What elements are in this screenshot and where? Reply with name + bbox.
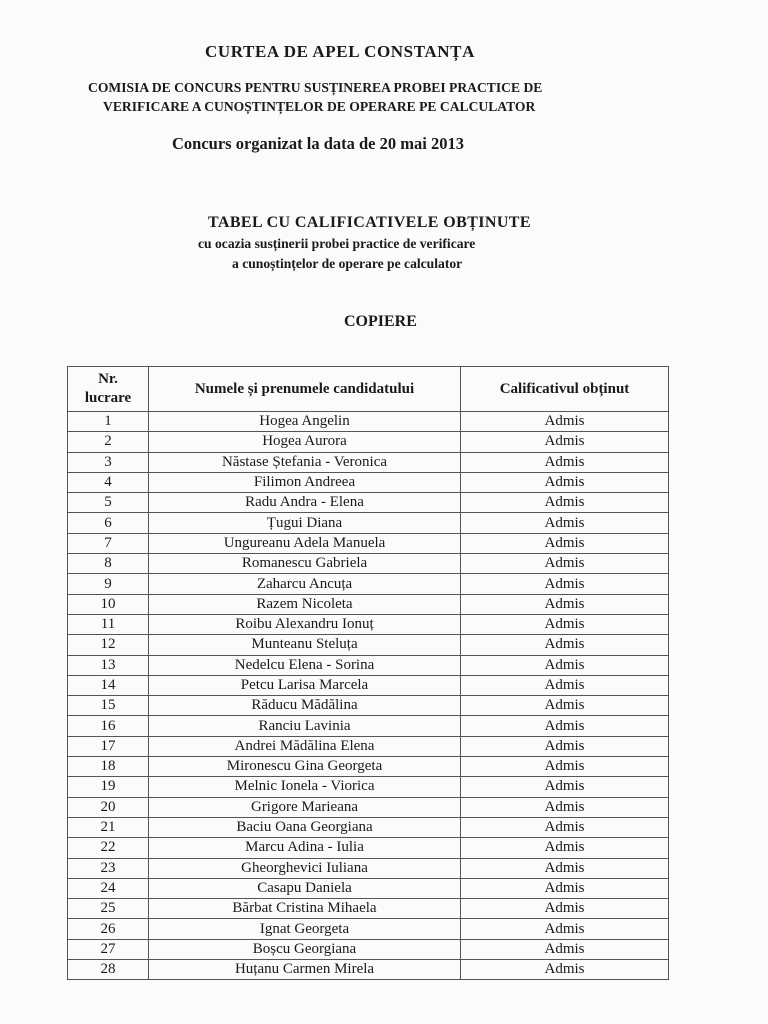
row-number: 22 <box>68 838 149 858</box>
table-body <box>68 412 669 980</box>
grade-value: Admis <box>461 675 669 695</box>
table-row <box>68 817 669 837</box>
table-header-row <box>68 367 669 412</box>
grade-value: Admis <box>461 493 669 513</box>
grade-value: Admis <box>461 736 669 756</box>
grade-value: Admis <box>461 696 669 716</box>
column-header-nr-line1: Nr. <box>98 371 118 387</box>
candidate-name: Bărbat Cristina Mihaela <box>149 899 461 919</box>
row-number: 4 <box>68 472 149 492</box>
grade-value: Admis <box>461 513 669 533</box>
row-number: 23 <box>68 858 149 878</box>
candidate-name: Roibu Alexandru Ionuț <box>149 614 461 634</box>
row-number: 5 <box>68 493 149 513</box>
grade-value: Admis <box>461 899 669 919</box>
table-row <box>68 614 669 634</box>
row-number: 1 <box>68 412 149 432</box>
table-row <box>68 696 669 716</box>
row-number: 11 <box>68 614 149 634</box>
candidate-name: Ranciu Lavinia <box>149 716 461 736</box>
row-number: 6 <box>68 513 149 533</box>
candidate-name: Gheorghevici Iuliana <box>149 858 461 878</box>
table-title: TABEL CU CALIFICATIVELE OBȚINUTE <box>208 214 531 231</box>
row-number: 14 <box>68 675 149 695</box>
row-number: 3 <box>68 452 149 472</box>
candidate-name: Ignat Georgeta <box>149 919 461 939</box>
candidate-name: Melnic Ionela - Viorica <box>149 777 461 797</box>
table-row <box>68 594 669 614</box>
grade-value: Admis <box>461 533 669 553</box>
table-row <box>68 574 669 594</box>
table-row <box>68 716 669 736</box>
row-number: 12 <box>68 635 149 655</box>
grade-value: Admis <box>461 757 669 777</box>
candidate-name: Boșcu Georgiana <box>149 939 461 959</box>
grade-value: Admis <box>461 838 669 858</box>
grade-value: Admis <box>461 432 669 452</box>
table-row <box>68 412 669 432</box>
table-row <box>68 635 669 655</box>
candidate-name: Grigore Marieana <box>149 797 461 817</box>
table-row <box>68 878 669 898</box>
table-row <box>68 655 669 675</box>
candidate-name: Țugui Diana <box>149 513 461 533</box>
table-row <box>68 960 669 980</box>
grade-value: Admis <box>461 452 669 472</box>
candidate-name: Filimon Andreea <box>149 472 461 492</box>
table-row <box>68 757 669 777</box>
candidate-name: Baciu Oana Georgiana <box>149 817 461 837</box>
table-subtitle-1: cu ocazia susținerii probei practice de verificare <box>198 236 476 251</box>
row-number: 13 <box>68 655 149 675</box>
table-row <box>68 797 669 817</box>
table-row <box>68 513 669 533</box>
candidate-name: Mironescu Gina Georgeta <box>149 757 461 777</box>
grade-value: Admis <box>461 472 669 492</box>
candidate-name: Zaharcu Ancuța <box>149 574 461 594</box>
row-number: 17 <box>68 736 149 756</box>
grade-value: Admis <box>461 817 669 837</box>
table-row <box>68 777 669 797</box>
table-row <box>68 452 669 472</box>
grade-value: Admis <box>461 797 669 817</box>
row-number: 15 <box>68 696 149 716</box>
row-number: 7 <box>68 533 149 553</box>
grade-value: Admis <box>461 716 669 736</box>
column-header-name: Numele și prenumele candidatului <box>149 367 461 412</box>
table-row <box>68 675 669 695</box>
candidate-name: Marcu Adina - Iulia <box>149 838 461 858</box>
candidate-name: Huțanu Carmen Mirela <box>149 960 461 980</box>
grade-value: Admis <box>461 777 669 797</box>
section-title: COPIERE <box>344 313 417 330</box>
candidate-name: Hogea Angelin <box>149 412 461 432</box>
row-number: 10 <box>68 594 149 614</box>
table-row <box>68 493 669 513</box>
row-number: 28 <box>68 960 149 980</box>
grade-value: Admis <box>461 919 669 939</box>
row-number: 21 <box>68 817 149 837</box>
table-row <box>68 533 669 553</box>
column-header-grade: Calificativul obținut <box>461 367 669 412</box>
grade-value: Admis <box>461 939 669 959</box>
candidate-name: Radu Andra - Elena <box>149 493 461 513</box>
contest-date: Concurs organizat la data de 20 mai 2013 <box>172 134 464 153</box>
table-row <box>68 919 669 939</box>
row-number: 18 <box>68 757 149 777</box>
row-number: 27 <box>68 939 149 959</box>
column-header-nr <box>68 367 149 412</box>
row-number: 8 <box>68 554 149 574</box>
candidate-name: Casapu Daniela <box>149 878 461 898</box>
table-subtitle-2: a cunoștințelor de operare pe calculator <box>232 256 463 271</box>
table-row <box>68 736 669 756</box>
grade-value: Admis <box>461 412 669 432</box>
row-number: 9 <box>68 574 149 594</box>
table-row <box>68 472 669 492</box>
candidate-name: Razem Nicoleta <box>149 594 461 614</box>
row-number: 25 <box>68 899 149 919</box>
commission-line-2: VERIFICARE A CUNOȘTINȚELOR DE OPERARE PE CALCULATOR <box>103 99 536 114</box>
candidate-name: Nedelcu Elena - Sorina <box>149 655 461 675</box>
court-name: CURTEA DE APEL CONSTANȚA <box>205 42 475 61</box>
grade-value: Admis <box>461 554 669 574</box>
grade-value: Admis <box>461 960 669 980</box>
row-number: 2 <box>68 432 149 452</box>
grade-value: Admis <box>461 614 669 634</box>
table-row <box>68 432 669 452</box>
table-row <box>68 939 669 959</box>
table-row <box>68 899 669 919</box>
row-number: 20 <box>68 797 149 817</box>
grade-value: Admis <box>461 655 669 675</box>
row-number: 19 <box>68 777 149 797</box>
candidate-name: Ungureanu Adela Manuela <box>149 533 461 553</box>
grade-value: Admis <box>461 858 669 878</box>
candidate-name: Munteanu Steluța <box>149 635 461 655</box>
commission-line-1: COMISIA DE CONCURS PENTRU SUSȚINEREA PROBEI PRACTICE DE <box>88 80 543 95</box>
candidate-name: Petcu Larisa Marcela <box>149 675 461 695</box>
grade-value: Admis <box>461 878 669 898</box>
column-header-nr-line2: lucrare <box>84 390 132 406</box>
table-row <box>68 838 669 858</box>
candidate-name: Hogea Aurora <box>149 432 461 452</box>
candidate-name: Răducu Mădălina <box>149 696 461 716</box>
row-number: 16 <box>68 716 149 736</box>
row-number: 24 <box>68 878 149 898</box>
row-number: 26 <box>68 919 149 939</box>
results-table <box>67 366 669 980</box>
grade-value: Admis <box>461 594 669 614</box>
table-row <box>68 858 669 878</box>
table-row <box>68 554 669 574</box>
candidate-name: Andrei Mădălina Elena <box>149 736 461 756</box>
candidate-name: Năstase Ștefania - Veronica <box>149 452 461 472</box>
grade-value: Admis <box>461 635 669 655</box>
candidate-name: Romanescu Gabriela <box>149 554 461 574</box>
grade-value: Admis <box>461 574 669 594</box>
